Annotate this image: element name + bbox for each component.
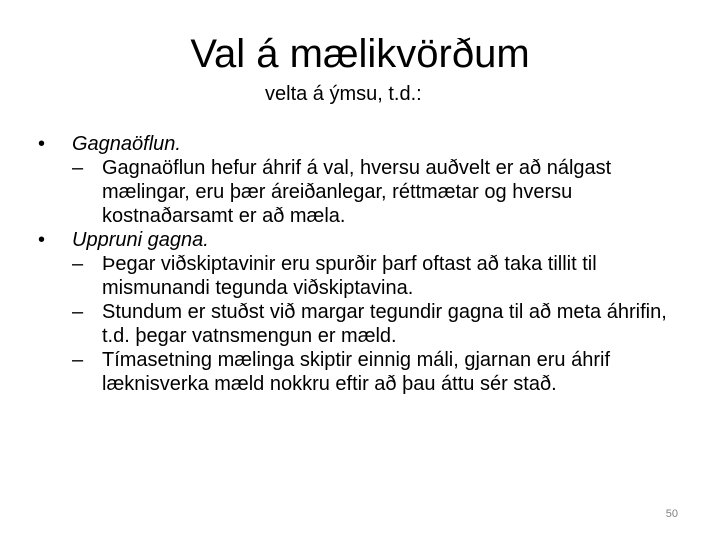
bullet-marker: • [38,229,46,251]
dash-marker: – [72,301,84,323]
dash-marker: – [72,349,84,371]
dash-marker: – [72,157,84,179]
bullet-uppruni-gagna [38,228,698,252]
page-number: 50 [665,508,678,520]
slide-subtitle: velta á ýmsu, t.d.: [265,83,422,105]
list-item-text: Stundum er stuðst við margar tegundir gagna til að meta áhrifin, t.d. þegar vatnsmengun er mæld. [102,301,667,347]
bullet-gagnaoflun [38,132,698,156]
bullet-heading: Uppruni gagna. [72,229,209,251]
list-item [38,252,698,300]
list-item-text: Þegar viðskiptavinir eru spurðir þarf oftast að taka tillit til mismunandi tegunda viðskiptavina. [102,253,597,299]
slide-body [38,132,698,396]
bullet-heading: Gagnaöflun. [72,133,181,155]
list-item [38,156,698,228]
sub-list [38,252,698,396]
bullet-marker: • [38,133,46,155]
dash-marker: – [72,253,84,275]
sub-list [38,156,698,228]
list-item-text: Tímasetning mælinga skiptir einnig máli, gjarnan eru áhrif læknisverka mæld nokkru eftir að þau áttu sér stað. [102,349,611,395]
list-item-text: Gagnaöflun hefur áhrif á val, hversu auðvelt er að nálgast mælingar, eru þær áreiðanlegar, réttmætar og hversu kostnaðarsamt er að mæla. [102,157,612,227]
list-item [38,348,698,396]
slide-title: Val á mælikvörðum [190,32,530,76]
list-item [38,300,698,348]
